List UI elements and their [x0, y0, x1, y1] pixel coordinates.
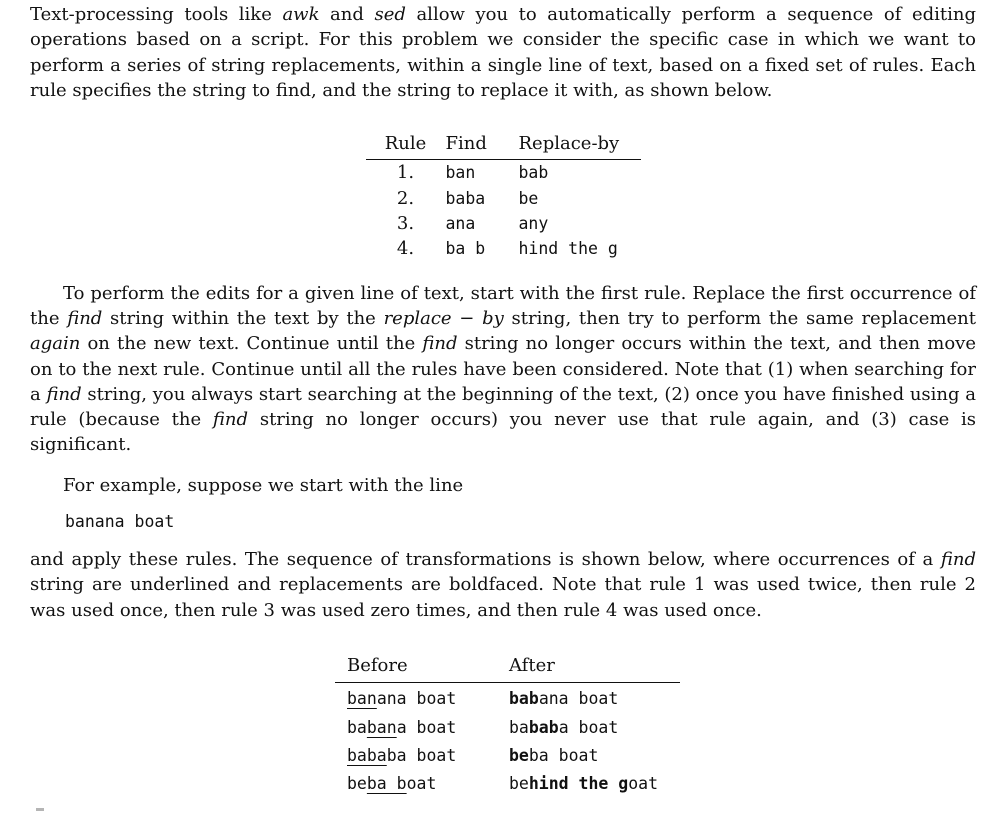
find-value: ban: [445, 163, 476, 183]
text-run: and apply these rules. The sequence of transformations is shown below, where occurrences of a: [30, 549, 941, 571]
paragraph-procedure: [30, 281, 976, 458]
bold-replacement-string: bab: [509, 689, 539, 709]
bold-replacement-string: be: [509, 745, 529, 765]
rule-number: 3.: [396, 213, 415, 235]
text-run: string within the text by the: [102, 307, 384, 329]
underlined-find-string: ban: [347, 689, 377, 709]
rules-table: [366, 131, 641, 261]
after-value: [507, 712, 680, 740]
transform-table-row: [335, 712, 680, 740]
rule-number: 4.: [396, 238, 415, 260]
rules-table-row: [366, 236, 641, 261]
text-run: and: [319, 4, 375, 25]
text-run: allow you to automatically perform a sequence of editing operations based on a script. For this problem we consider the specific case in which we want to perform a series of string replacements, within a single line of text, based on a fixed set of rules. Each rule specifies the string to find, and the string to replace it with, as shown below.: [30, 4, 976, 101]
transform-table-header-row: [335, 653, 680, 683]
after-value: [507, 768, 680, 796]
rules-table-body: [366, 160, 641, 262]
text-run: ba: [509, 717, 529, 737]
rules-table-row: [366, 160, 641, 186]
find-value: baba: [445, 188, 486, 208]
find-value: ba b: [445, 239, 486, 259]
italic-term: find: [67, 307, 103, 329]
underlined-find-string: ban: [366, 717, 397, 737]
before-value: [335, 683, 507, 712]
after-value: [507, 740, 680, 768]
replace-by-value: be: [518, 188, 539, 208]
before-value: [335, 712, 507, 740]
underlined-find-string: baba: [347, 745, 387, 765]
rules-table-row: [366, 211, 641, 236]
text-run: ba boat: [528, 745, 599, 765]
italic-term: find: [422, 333, 458, 355]
rules-header-find: Find: [446, 131, 519, 160]
transform-header-after: After: [507, 653, 680, 683]
text-run: string no longer occurs) you never use that rule again, and (3) case is significant.: [30, 409, 976, 456]
before-value: [335, 740, 507, 768]
text-run: ba boat: [386, 745, 457, 765]
underlined-find-string: ba b: [366, 774, 407, 794]
text-run: string no longer occurs within the text, and then move on to the next rule. Continue until all the rules have been considered. Note that (1) when searching for a: [30, 333, 976, 405]
paragraph-apply: [30, 547, 976, 623]
rules-table-row: [366, 186, 641, 211]
replace-by-value: hind the g: [518, 239, 618, 259]
transform-table: [335, 653, 680, 796]
rule-number: 2.: [396, 187, 415, 209]
text-run: ana boat: [376, 689, 457, 709]
text-run: oat: [406, 774, 437, 794]
text-run: ana boat: [538, 689, 619, 709]
italic-term: awk: [282, 4, 320, 25]
text-run: oat: [628, 774, 659, 794]
transform-table-row: [335, 683, 680, 712]
transform-table-row: [335, 768, 680, 796]
italic-term: find: [46, 383, 82, 405]
after-value: [507, 683, 680, 712]
text-run: For example, suppose we start with the line: [63, 474, 464, 496]
rules-header-rule: Rule: [366, 131, 446, 160]
text-run: be: [347, 774, 367, 794]
example-input-line: banana boat: [65, 512, 175, 532]
rule-number: 1.: [396, 162, 415, 184]
transform-header-before: Before: [335, 653, 507, 683]
text-run: ba: [347, 717, 367, 737]
bold-replacement-string: bab: [528, 717, 559, 737]
italic-term: find: [212, 409, 249, 431]
transform-table-row: [335, 740, 680, 768]
transform-table-body: [335, 683, 680, 797]
cutoff-text-artifact: [36, 808, 44, 811]
italic-term: sed: [374, 4, 406, 25]
find-value: ana: [445, 214, 476, 234]
bold-replacement-string: hind the g: [528, 774, 629, 794]
italic-term: replace − by: [383, 307, 504, 329]
paragraph-intro: [30, 2, 976, 103]
text-run: string, then try to perform the same replacement: [503, 307, 977, 329]
text-run: a boat: [396, 717, 457, 737]
text-run: on the new text. Continue until the: [80, 333, 423, 355]
text-run: Text-processing tools like: [30, 4, 283, 25]
text-run: be: [509, 774, 529, 794]
text-run: a boat: [558, 717, 619, 737]
replace-by-value: any: [518, 214, 549, 234]
italic-term: again: [30, 333, 81, 355]
replace-by-value: bab: [518, 163, 549, 183]
text-run: string are underlined and replacements are boldfaced. Note that rule 1 was used twice, then rule 2 was used once, then rule 3 was used zero times, and then rule 4 was used once.: [30, 574, 976, 621]
before-value: [335, 768, 507, 796]
rules-header-replace-by: Replace-by: [519, 131, 641, 160]
text-run: string, you always start searching at the beginning of the text, (2) once you have finished using a rule (because the: [30, 383, 976, 431]
rules-table-header-row: [366, 131, 641, 160]
italic-term: find: [940, 549, 976, 571]
text-run: To perform the edits for a given line of text, start with the first rule. Replace the first occurrence of the: [30, 282, 976, 329]
paragraph-example-intro: [30, 473, 976, 498]
